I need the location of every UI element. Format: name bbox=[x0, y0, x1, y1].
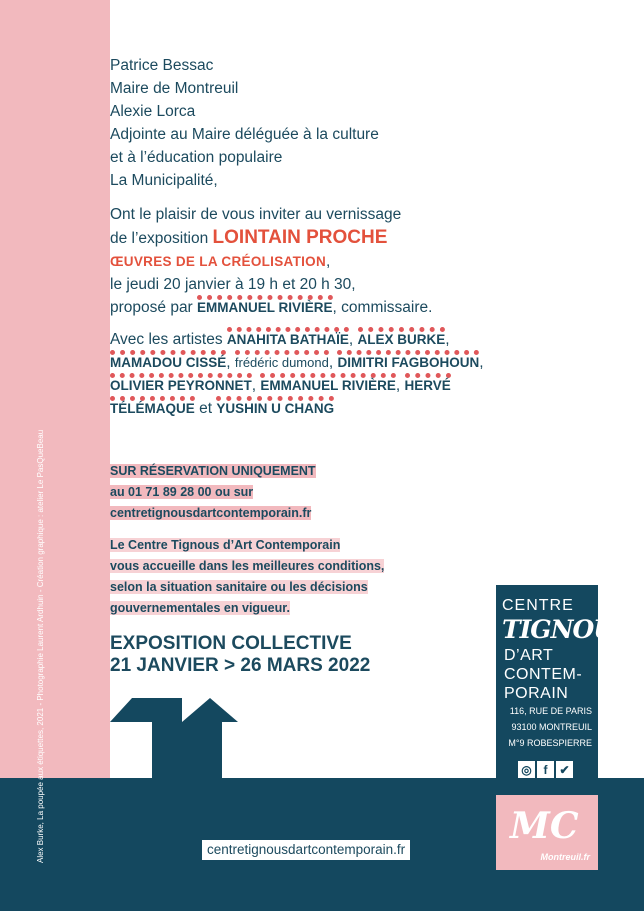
artist-name: YUSHIN U CHANG bbox=[216, 396, 334, 416]
conditions-line: selon la situation sanitaire ou les décisions bbox=[110, 580, 368, 594]
centre-line: D’ART bbox=[504, 647, 554, 664]
host-line: La Municipalité, bbox=[110, 172, 218, 189]
social-icons bbox=[518, 761, 573, 778]
separator: , bbox=[395, 377, 405, 394]
curator-name: EMMANUEL RIVIÈRE bbox=[197, 295, 333, 315]
artists-prefix: Avec les artistes bbox=[110, 331, 227, 348]
centre-line: CONTEM- bbox=[504, 666, 583, 683]
reservation-title: SUR RÉSERVATION UNIQUEMENT bbox=[110, 464, 316, 478]
separator: , bbox=[328, 354, 338, 371]
artist-name: frédéric dumond bbox=[235, 350, 329, 370]
centre-line: CENTRE bbox=[502, 597, 574, 614]
invite-line: Ont le plaisir de vous inviter au vernissage bbox=[110, 206, 402, 223]
collective-exhibition bbox=[110, 633, 510, 677]
artist-name: DIMITRI FAGBOHOUN bbox=[337, 350, 479, 370]
separator: , bbox=[479, 354, 484, 371]
artist-name: EMMANUEL RIVIÈRE bbox=[260, 373, 396, 393]
exhibition-title: LOINTAIN PROCHE bbox=[212, 227, 388, 248]
footer-site-link[interactable]: centretignousdartcontemporain.fr bbox=[202, 840, 410, 860]
facebook-icon[interactable]: f bbox=[537, 761, 554, 778]
exhibition-subtitle: ŒUVRES DE LA CRÉOLISATION bbox=[110, 254, 327, 269]
host-line: et à l’éducation populaire bbox=[110, 149, 283, 166]
host-line: Adjointe au Maire déléguée à la culture bbox=[110, 126, 379, 143]
separator: et bbox=[194, 400, 217, 417]
reservation-block bbox=[110, 461, 510, 524]
artists-block bbox=[110, 328, 510, 420]
artist-name: TÉLÉMAQUE bbox=[110, 396, 195, 416]
date-line: le jeudi 20 janvier à 19 h et 20 h 30, bbox=[110, 276, 356, 293]
invite-prefix: de l’exposition bbox=[110, 230, 213, 247]
address-line: M°9 ROBESPIERRE bbox=[508, 738, 592, 748]
conditions-block bbox=[110, 535, 510, 619]
montreuil-logo-text: Montreuil.fr bbox=[540, 852, 590, 862]
separator: , bbox=[251, 377, 261, 394]
conditions-line: vous accueille dans les meilleures conditions, bbox=[110, 559, 385, 573]
host-line: Patrice Bessac bbox=[110, 57, 214, 74]
artist-name: ANAHITA BATHAÏE bbox=[227, 327, 349, 347]
decorative-house-shape bbox=[110, 698, 240, 780]
invite-title-line bbox=[110, 226, 510, 250]
artist-name: HERVÉ bbox=[405, 373, 451, 393]
proposed-prefix: proposé par bbox=[110, 299, 198, 316]
montreuil-logo-mark: MC bbox=[510, 805, 579, 847]
artist-name: ALEX BURKE bbox=[358, 327, 446, 347]
host-line: Alexie Lorca bbox=[110, 103, 196, 120]
collective-dates: 21 JANVIER > 26 MARS 2022 bbox=[110, 655, 371, 676]
hosts-block bbox=[110, 54, 510, 192]
reservation-site[interactable]: centretignousdartcontemporain.fr bbox=[110, 506, 312, 520]
left-pink-band bbox=[0, 0, 110, 778]
artists-line bbox=[110, 374, 510, 397]
instagram-icon[interactable]: ◎ bbox=[518, 761, 535, 778]
curator-line bbox=[110, 296, 510, 319]
artists-line bbox=[110, 328, 510, 351]
separator: , bbox=[348, 331, 358, 348]
separator: , bbox=[445, 331, 450, 348]
centre-name: TIGNOUS bbox=[502, 615, 632, 644]
collective-title: EXPOSITION COLLECTIVE bbox=[110, 633, 352, 654]
centre-line: PORAIN bbox=[504, 685, 569, 702]
centre-logo-box bbox=[496, 585, 632, 795]
centre-lines bbox=[504, 646, 582, 703]
separator: , bbox=[226, 354, 235, 371]
address-line: 116, RUE DE PARIS bbox=[509, 706, 592, 716]
conditions-line: Le Centre Tignous d’Art Contemporain bbox=[110, 538, 341, 552]
reservation-phone: au 01 71 89 28 00 ou sur bbox=[110, 485, 254, 499]
host-line: Maire de Montreuil bbox=[110, 80, 239, 97]
conditions-line: gouvernementales en vigueur. bbox=[110, 601, 290, 615]
subtitle-suffix: , bbox=[326, 253, 331, 270]
artist-name: MAMADOU CISSÉ bbox=[110, 350, 226, 370]
artists-line bbox=[110, 351, 510, 374]
photo-credit: Alex Burke, La poupée aux étiquettes, 2021 - Photographie Laurent Ardhuin - Création graphique : atelier Le PasQueBeau bbox=[36, 429, 45, 863]
proposed-suffix: , commissaire. bbox=[332, 299, 433, 316]
centre-address bbox=[496, 703, 592, 751]
artists-line bbox=[110, 397, 510, 420]
invite-subtitle-line bbox=[110, 250, 510, 273]
artist-name: OLIVIER PEYRONNET bbox=[110, 373, 252, 393]
montreuil-logo-box bbox=[496, 795, 598, 870]
twitter-icon[interactable]: ✔ bbox=[556, 761, 573, 778]
invitation-block bbox=[110, 203, 510, 319]
address-line: 93100 MONTREUIL bbox=[511, 722, 592, 732]
